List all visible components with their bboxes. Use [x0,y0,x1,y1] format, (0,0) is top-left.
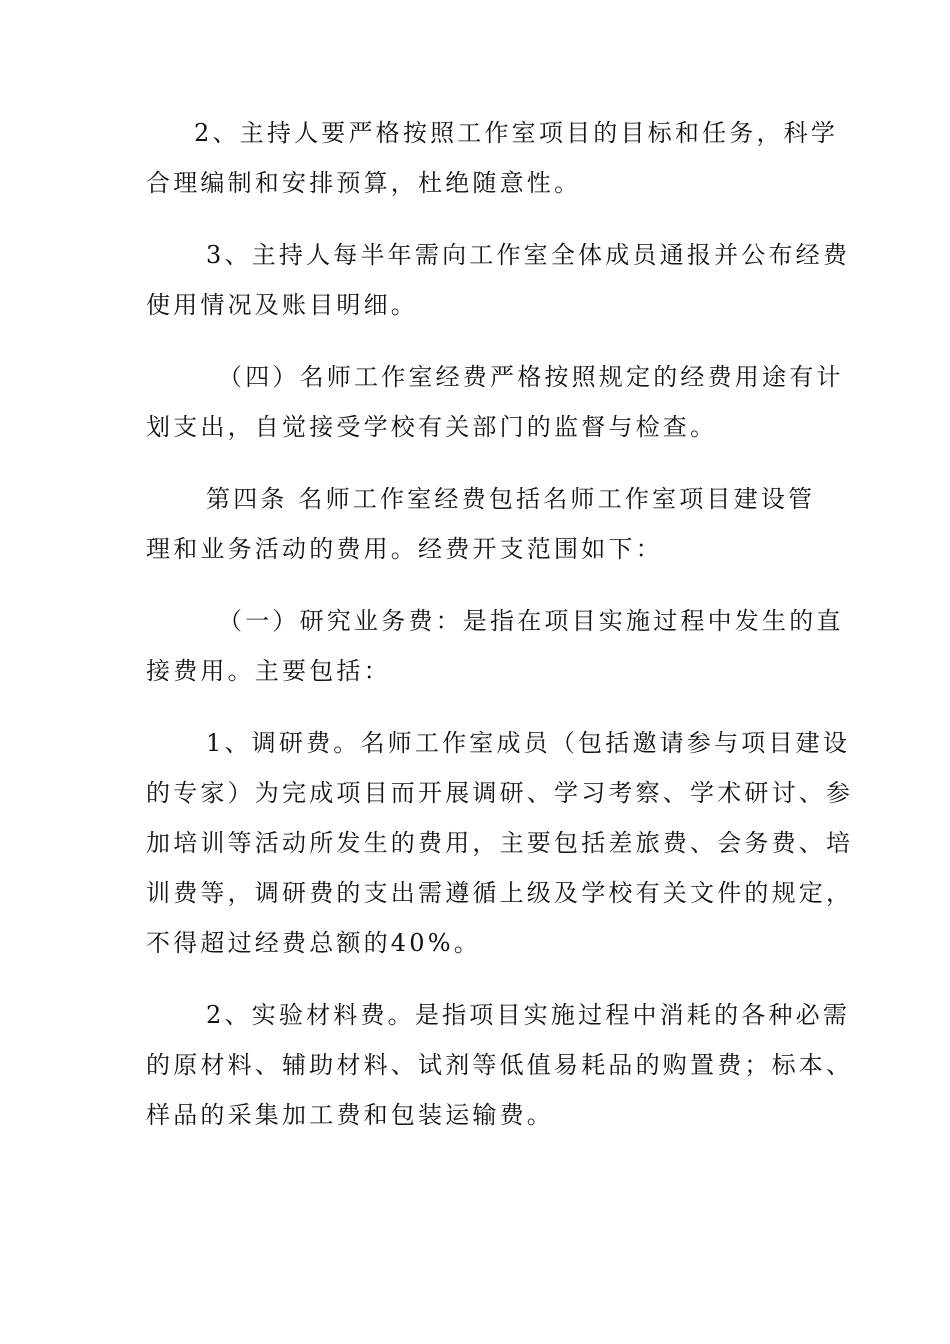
paragraph-article-4 [146,474,816,574]
paragraph-line: 的原材料、辅助材料、试剂等低值易耗品的购置费；标本、 [146,1051,854,1079]
paragraph-line: 使用情况及账目明细。 [146,291,418,319]
paragraph-line: 理和业务活动的费用。经费开支范围如下： [146,535,663,563]
paragraph-line: 2、主持人要严格按照工作室项目的目标和任务，科学 [194,119,839,147]
paragraph-item-3-report [146,230,851,330]
paragraph-item-2-budget [146,108,839,208]
paragraph-item-2-material-fee [146,990,854,1140]
paragraph-item-1-survey-fee [146,718,854,968]
paragraph-line: 训费等，调研费的支出需遵循上级及学校有关文件的规定， [146,879,854,907]
paragraph-section-1-research [146,596,844,696]
paragraph-line: （四）名师工作室经费严格按照规定的经费用途有计 [218,363,844,391]
paragraph-line: 2、实验材料费。是指项目实施过程中消耗的各种必需 [206,1001,851,1029]
paragraph-line: 样品的采集加工费和包装运输费。 [146,1101,554,1129]
paragraph-line: 接费用。主要包括： [146,657,391,685]
paragraph-line: 第四条 名师工作室经费包括名师工作室项目建设管 [206,485,816,513]
paragraph-line: 合理编制和安排预算，杜绝随意性。 [146,169,582,197]
paragraph-line: 1、调研费。名师工作室成员（包括邀请参与项目建设 [206,729,851,757]
paragraph-line: （一）研究业务费：是指在项目实施过程中发生的直 [218,607,844,635]
paragraph-line: 3、主持人每半年需向工作室全体成员通报并公布经费 [206,241,851,269]
paragraph-line: 的专家）为完成项目而开展调研、学习考察、学术研讨、参 [146,779,854,807]
paragraph-line: 加培训等活动所发生的费用，主要包括差旅费、会务费、培 [146,829,854,857]
paragraph-line: 划支出，自觉接受学校有关部门的监督与检查。 [146,413,718,441]
paragraph-section-4-supervision [146,352,844,452]
paragraph-line: 不得超过经费总额的40%。 [146,929,481,957]
